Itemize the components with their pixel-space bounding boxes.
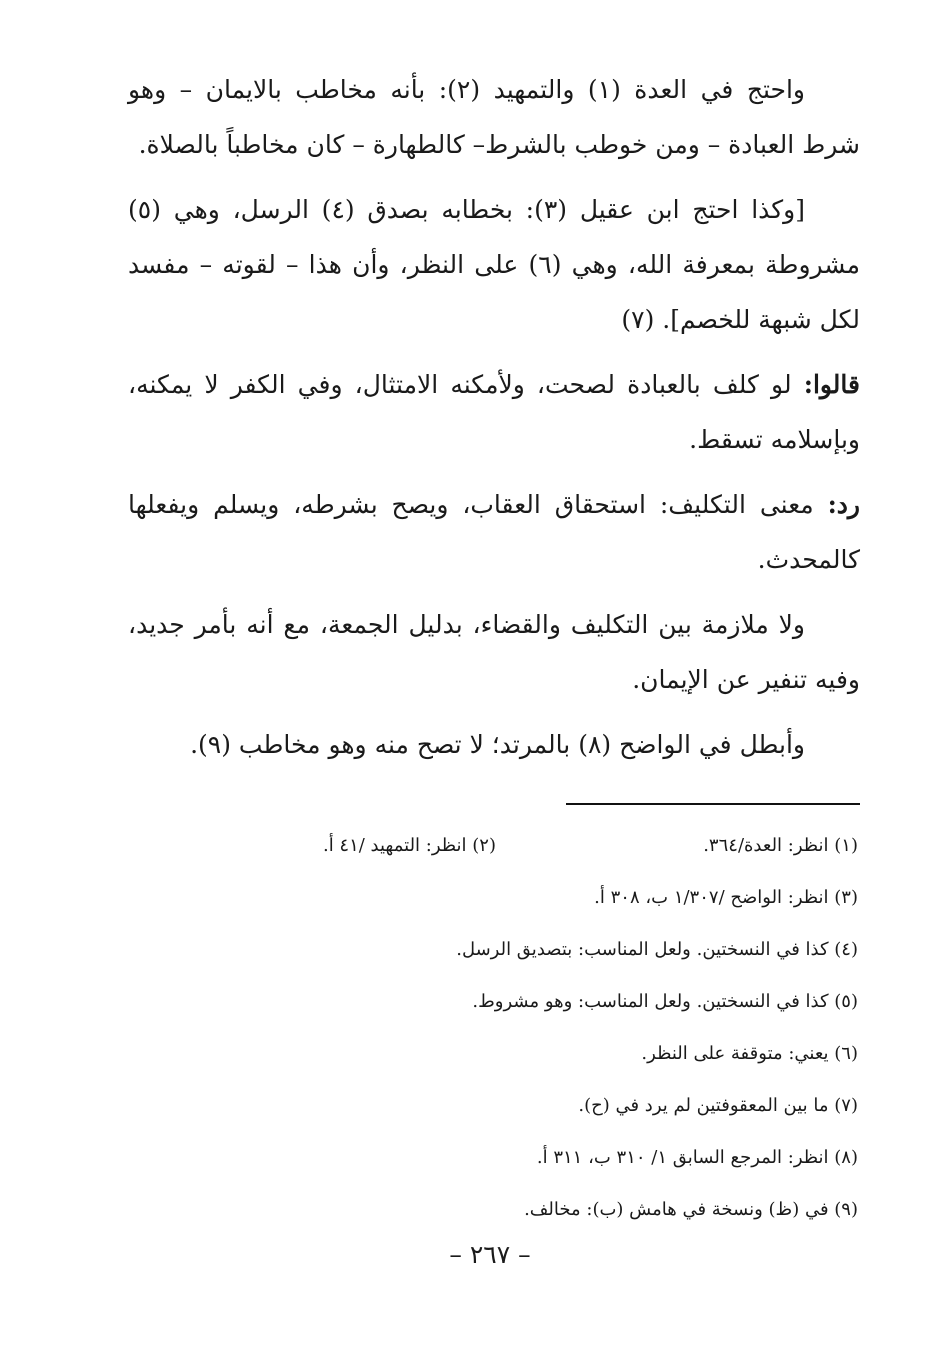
paragraph-text: وأبطل في الواضح (٨) بالمرتد؛ لا تصح منه وهو مخاطب (٩). bbox=[190, 730, 805, 759]
footnote-9: (٩) في (ظ) ونسخة في هامش (ب): مخالف. bbox=[524, 1199, 858, 1220]
paragraph-6 bbox=[128, 717, 860, 772]
footnotes bbox=[128, 820, 858, 1236]
paragraph-1 bbox=[128, 62, 860, 172]
paragraph-5 bbox=[128, 597, 860, 707]
paragraph-lead: قالوا: bbox=[803, 370, 860, 399]
footnote-row bbox=[128, 820, 858, 872]
paragraph-2 bbox=[128, 182, 860, 347]
footnote-3: (٣) انظر: الواضح /١/٣٠٧ ب، ٣٠٨ أ. bbox=[594, 887, 858, 908]
footnote-4: (٤) كذا في النسختين. ولعل المناسب: بتصديق الرسل. bbox=[456, 939, 858, 960]
footnote-5: (٥) كذا في النسختين. ولعل المناسب: وهو مشروط. bbox=[472, 991, 858, 1012]
footnote-separator bbox=[566, 803, 860, 805]
footnote-2: (٢) انظر: التمهيد /٤١ أ. bbox=[322, 835, 496, 856]
paragraph-3 bbox=[128, 357, 860, 467]
footnote-1: (١) انظر: العدة/٣٦٤. bbox=[703, 835, 858, 856]
paragraph-text: [وكذا احتج ابن عقيل (٣): بخطابه بصدق (٤) الرسل، وهي (٥) مشروطة بمعرفة الله، وهي (٦) على النظر، وأن هذا – لقوته – مفسد لكل شبهة للخصم]. (٧) bbox=[128, 195, 860, 334]
paragraph-text: لو كلف بالعبادة لصحت، ولأمكنه الامتثال، وفي الكفر لا يمكنه، وبإسلامه تسقط. bbox=[128, 370, 860, 454]
main-text bbox=[128, 62, 860, 782]
paragraph-text: واحتج في العدة (١) والتمهيد (٢): بأنه مخاطب بالايمان – وهو شرط العبادة – ومن خوطب بالشرط– كالطهارة – كان مخاطباً بالصلاة. bbox=[128, 75, 860, 159]
paragraph-lead: رد: bbox=[827, 490, 860, 519]
paragraph-4 bbox=[128, 477, 860, 587]
paragraph-text: معنى التكليف: استحقاق العقاب، ويصح بشرطه، ويسلم ويفعلها كالمحدث. bbox=[128, 490, 860, 574]
footnote-6: (٦) يعني: متوقفة على النظر. bbox=[641, 1043, 858, 1064]
footnote-7: (٧) ما بين المعقوفتين لم يرد في (ح). bbox=[578, 1095, 858, 1116]
page-number: – ٢٦٧ – bbox=[449, 1240, 531, 1269]
footnote-8: (٨) انظر: المرجع السابق ١/ ٣١٠ ب، ٣١١ أ. bbox=[536, 1147, 858, 1168]
paragraph-text: ولا ملازمة بين التكليف والقضاء، بدليل الجمعة، مع أنه بأمر جديد، وفيه تنفير عن الإيمان. bbox=[128, 610, 860, 694]
